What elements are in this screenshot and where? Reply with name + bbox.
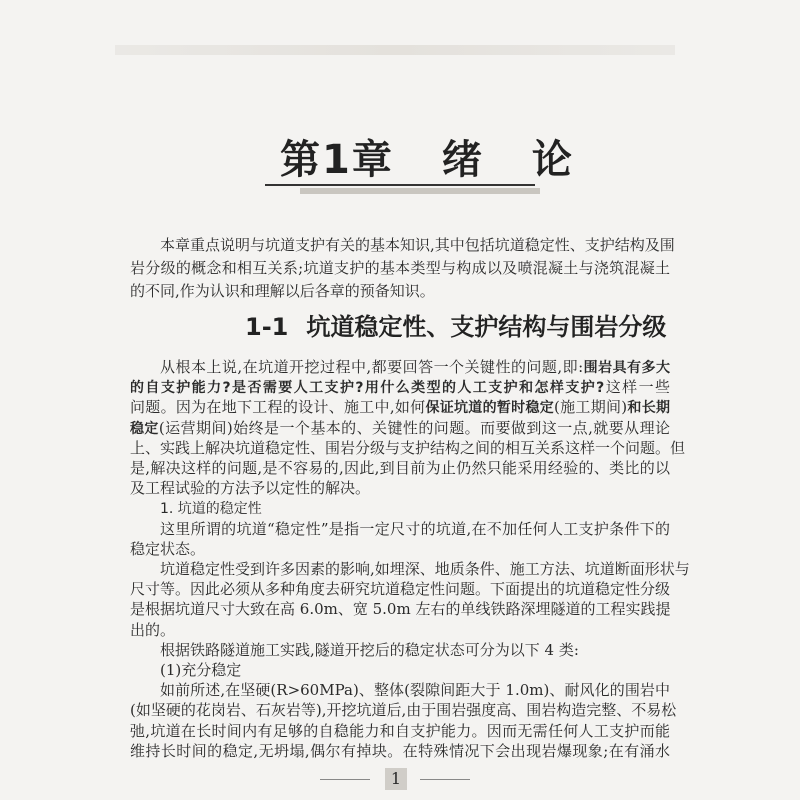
text-segment: 及工程试验的方法予以定性的解决。 [130, 479, 371, 497]
bold-text: 稳定 [130, 421, 159, 437]
text-line [130, 479, 670, 497]
footer-rule-left [320, 779, 370, 780]
text-line [160, 236, 675, 254]
bold-text: 围岩具有多大 [583, 360, 670, 376]
text-line [160, 520, 670, 538]
text-line [130, 439, 686, 457]
text-line [130, 419, 670, 437]
text-line [160, 681, 670, 699]
text-segment: 本章重点说明与坑道支护有关的基本知识,其中包括坑道稳定性、支护结构及围 [160, 236, 675, 254]
bold-text: 的自支护能力?是否需要人工支护?用什么类型的人工支护和怎样支护? [130, 380, 605, 396]
text-line [130, 259, 670, 277]
section-title: 坑道稳定性、支护结构与围岩分级 [306, 313, 667, 341]
text-line [130, 282, 670, 300]
text-segment: 坑道稳定性受到许多因素的影响,如埋深、地质条件、施工方法、坑道断面形状与 [160, 560, 690, 578]
title-shadow-bar [300, 188, 540, 194]
text-line [160, 641, 670, 659]
text-segment: 弛,坑道在长时间内有足够的自稳能力和自支护能力。因而无需任何人工支护而能 [130, 722, 670, 740]
text-segment: 如前所述,在坚硬(R>60MPa)、整体(裂隙间距大于 1.0m)、耐风化的围岩中 [160, 681, 670, 699]
text-line [130, 540, 670, 558]
text-line [130, 722, 670, 740]
text-line [130, 600, 670, 618]
chapter-label: 第1章 [280, 137, 394, 183]
text-line [130, 580, 670, 598]
text-segment: 维持长时间的稳定,无坍塌,偶尔有掉块。在特殊情况下会出现岩爆现象;在有涌水 [130, 742, 670, 760]
text-segment: 是,解决这样的问题,是不容易的,因此,到目前为止仍然只能采用经验的、类比的以 [130, 459, 670, 477]
text-segment: 上、实践上解决坑道稳定性、围岩分级与支护结构之间的相互关系这样一个问题。但 [130, 439, 686, 457]
text-line [160, 560, 690, 578]
text-line [130, 701, 677, 719]
text-segment: 从根本上说,在坑道开挖过程中,都要回答一个关键性的问题,即: [160, 358, 584, 376]
text-segment: (运营期间)始终是一个基本的、关键性的问题。而要做到这一点,就要从理论 [158, 419, 671, 437]
text-line [130, 459, 670, 477]
page-number: 1 [385, 768, 407, 790]
scan-bleed-through [115, 45, 675, 55]
section-number: 1-1 [245, 313, 289, 341]
chapter-word-2: 论 [531, 137, 574, 183]
text-segment: 是根据坑道尺寸大致在高 6.0m、宽 5.0m 左右的单线铁路深埋隧道的工程实践提 [130, 600, 671, 618]
text-line [130, 621, 670, 639]
section-heading [245, 313, 666, 341]
text-segment: 的不同,作为认识和理解以后各章的预备知识。 [130, 282, 435, 300]
page-footer [320, 768, 490, 790]
text-line [160, 358, 670, 376]
title-underline [265, 184, 535, 186]
text-line [130, 398, 670, 416]
bold-text: 和长期 [627, 400, 670, 416]
text-line [130, 378, 670, 396]
text-segment: 这样一些 [604, 378, 670, 396]
text-segment: 这里所谓的坑道“稳定性”是指一定尺寸的坑道,在不加任何人工支护条件下的 [160, 520, 670, 538]
bold-text: 保证坑道的暂时稳定 [425, 400, 555, 416]
text-segment: (施工期间) [554, 398, 628, 416]
text-segment: 问题。因为在地下工程的设计、施工中,如何 [130, 398, 426, 416]
text-segment: 尺寸等。因此必须从多种角度去研究坑道稳定性问题。下面提出的坑道稳定性分级 [130, 580, 671, 598]
text-segment: 出的。 [130, 621, 176, 639]
footer-rule-right [420, 779, 470, 780]
text-segment: (如坚硬的花岗岩、石灰岩等),开挖坑道后,由于围岩强度高、围岩构造完整、不易松 [130, 701, 677, 719]
text-line [160, 499, 670, 517]
subheading-text: 1. 坑道的稳定性 [160, 501, 262, 517]
text-line [160, 661, 670, 679]
text-segment: 稳定状态。 [130, 540, 206, 558]
text-segment: 根据铁路隧道施工实践,隧道开挖后的稳定状态可分为以下 4 类: [160, 641, 579, 659]
chapter-title [280, 128, 574, 185]
text-segment: 岩分级的概念和相互关系;坑道支护的基本类型与构成以及喷混凝土与浇筑混凝土 [130, 259, 670, 277]
text-line [130, 742, 670, 760]
text-segment: (1)充分稳定 [160, 661, 242, 679]
chapter-word-1: 绪 [441, 137, 484, 183]
